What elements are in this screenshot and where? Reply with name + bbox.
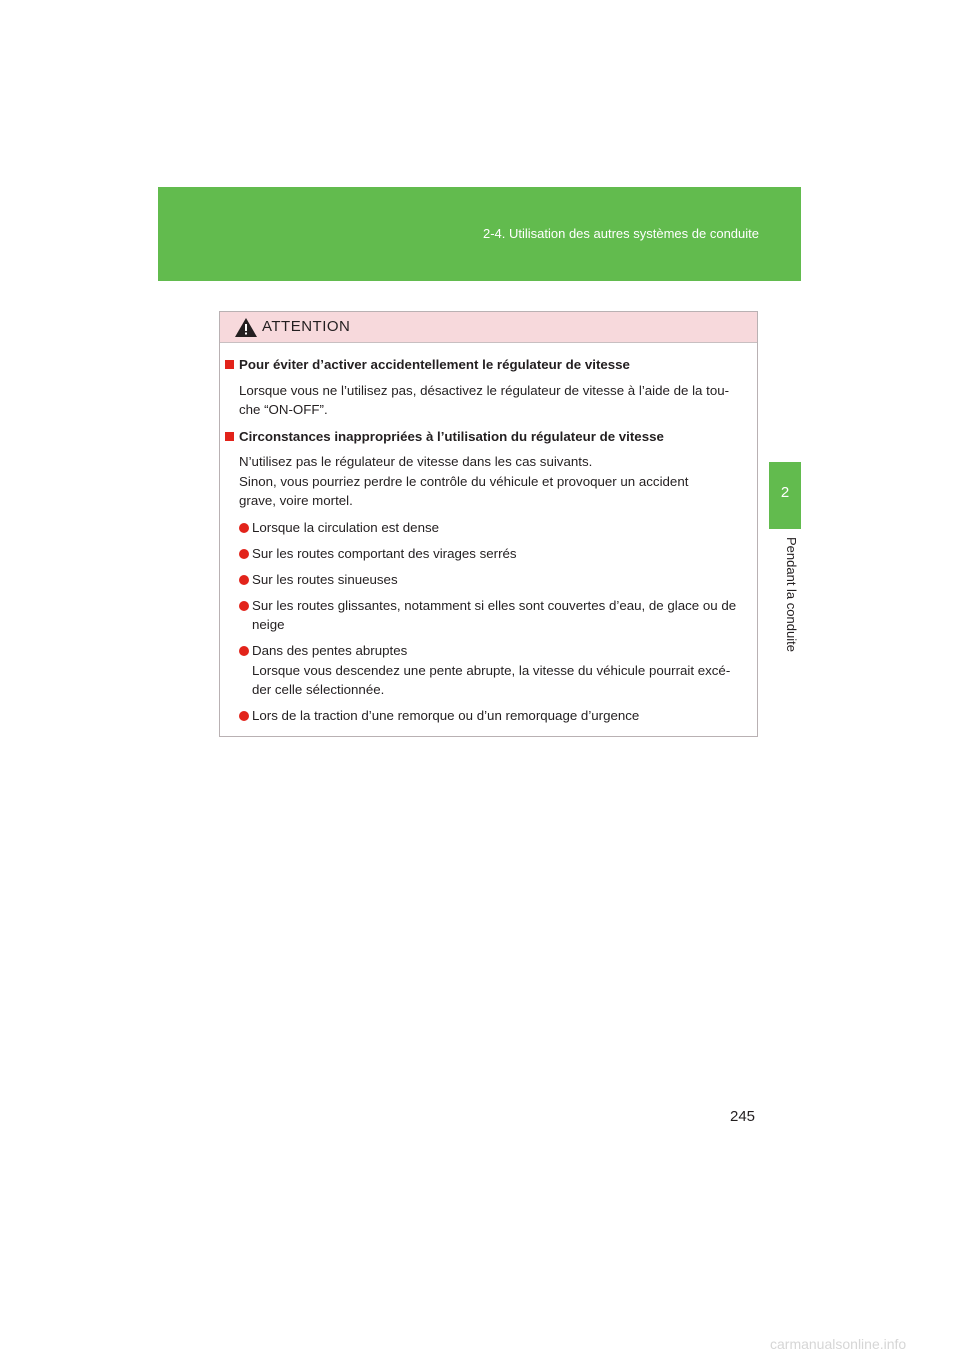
warning-triangle-icon — [234, 317, 258, 338]
list-item — [225, 570, 751, 590]
list-item-text: Sur les routes sinueuses — [252, 571, 398, 587]
paragraph-line: N’utilisez pas le régulateur de vitesse dans les cas suivants. — [239, 454, 593, 469]
bullet-list — [225, 518, 751, 726]
chapter-label: Pendant la conduite — [784, 537, 799, 652]
list-item-text: Sur les routes glissantes, notamment si elles sont couvertes d’eau, de glace ou de — [252, 597, 737, 613]
section-heading — [225, 427, 751, 447]
list-item — [225, 706, 751, 726]
section-title: 2-4. Utilisation des autres systèmes de conduite — [482, 226, 759, 241]
list-item-text: Lorsque la circulation est dense — [252, 519, 440, 535]
list-item-text: Dans des pentes abruptes — [252, 643, 408, 658]
section-paragraph — [225, 381, 751, 420]
section-heading — [225, 355, 751, 375]
section-heading-text: Circonstances inappropriées à l’utilisation du régulateur de vitesse — [239, 428, 664, 444]
warning-header — [220, 312, 757, 343]
red-bullet-icon — [239, 601, 249, 611]
list-item-text: der celle sélectionnée. — [252, 682, 385, 697]
warning-box — [219, 311, 758, 737]
list-item-text: neige — [252, 617, 285, 632]
red-bullet-icon — [239, 711, 249, 721]
red-bullet-icon — [239, 575, 249, 585]
section-heading-text: Pour éviter d’activer accidentellement le régulateur de vitesse — [239, 357, 630, 372]
red-bullet-icon — [239, 523, 249, 533]
chapter-number: 2 — [780, 484, 790, 501]
section-header-band — [158, 187, 801, 281]
page-number: 245 — [730, 1108, 756, 1125]
list-item-text: Lorsque vous descendez une pente abrupte, la vitesse du véhicule pourrait excé- — [252, 662, 731, 678]
list-item — [225, 544, 751, 564]
chapter-tab — [769, 462, 801, 529]
red-square-icon — [225, 432, 234, 441]
list-item — [225, 641, 751, 700]
section-paragraph — [225, 452, 751, 511]
list-item-text: Sur les routes comportant des virages serrés — [252, 545, 517, 561]
list-item-text: Lors de la traction d’une remorque ou d’un remorquage d’urgence — [252, 708, 640, 723]
watermark: carmanualsonline.info — [770, 1336, 907, 1352]
warning-title: ATTENTION — [262, 318, 351, 335]
paragraph-line: grave, voire mortel. — [239, 493, 353, 508]
paragraph-line: che “ON-OFF”. — [239, 402, 328, 417]
paragraph-line: Sinon, vous pourriez perdre le contrôle du véhicule et provoquer un accident — [239, 473, 689, 489]
paragraph-line: Lorsque vous ne l’utilisez pas, désactivez le régulateur de vitesse à l’aide de la tou- — [239, 382, 730, 398]
warning-body — [220, 343, 757, 726]
red-bullet-icon — [239, 646, 249, 656]
red-square-icon — [225, 360, 234, 369]
list-item — [225, 596, 751, 635]
list-item — [225, 518, 751, 538]
red-bullet-icon — [239, 549, 249, 559]
